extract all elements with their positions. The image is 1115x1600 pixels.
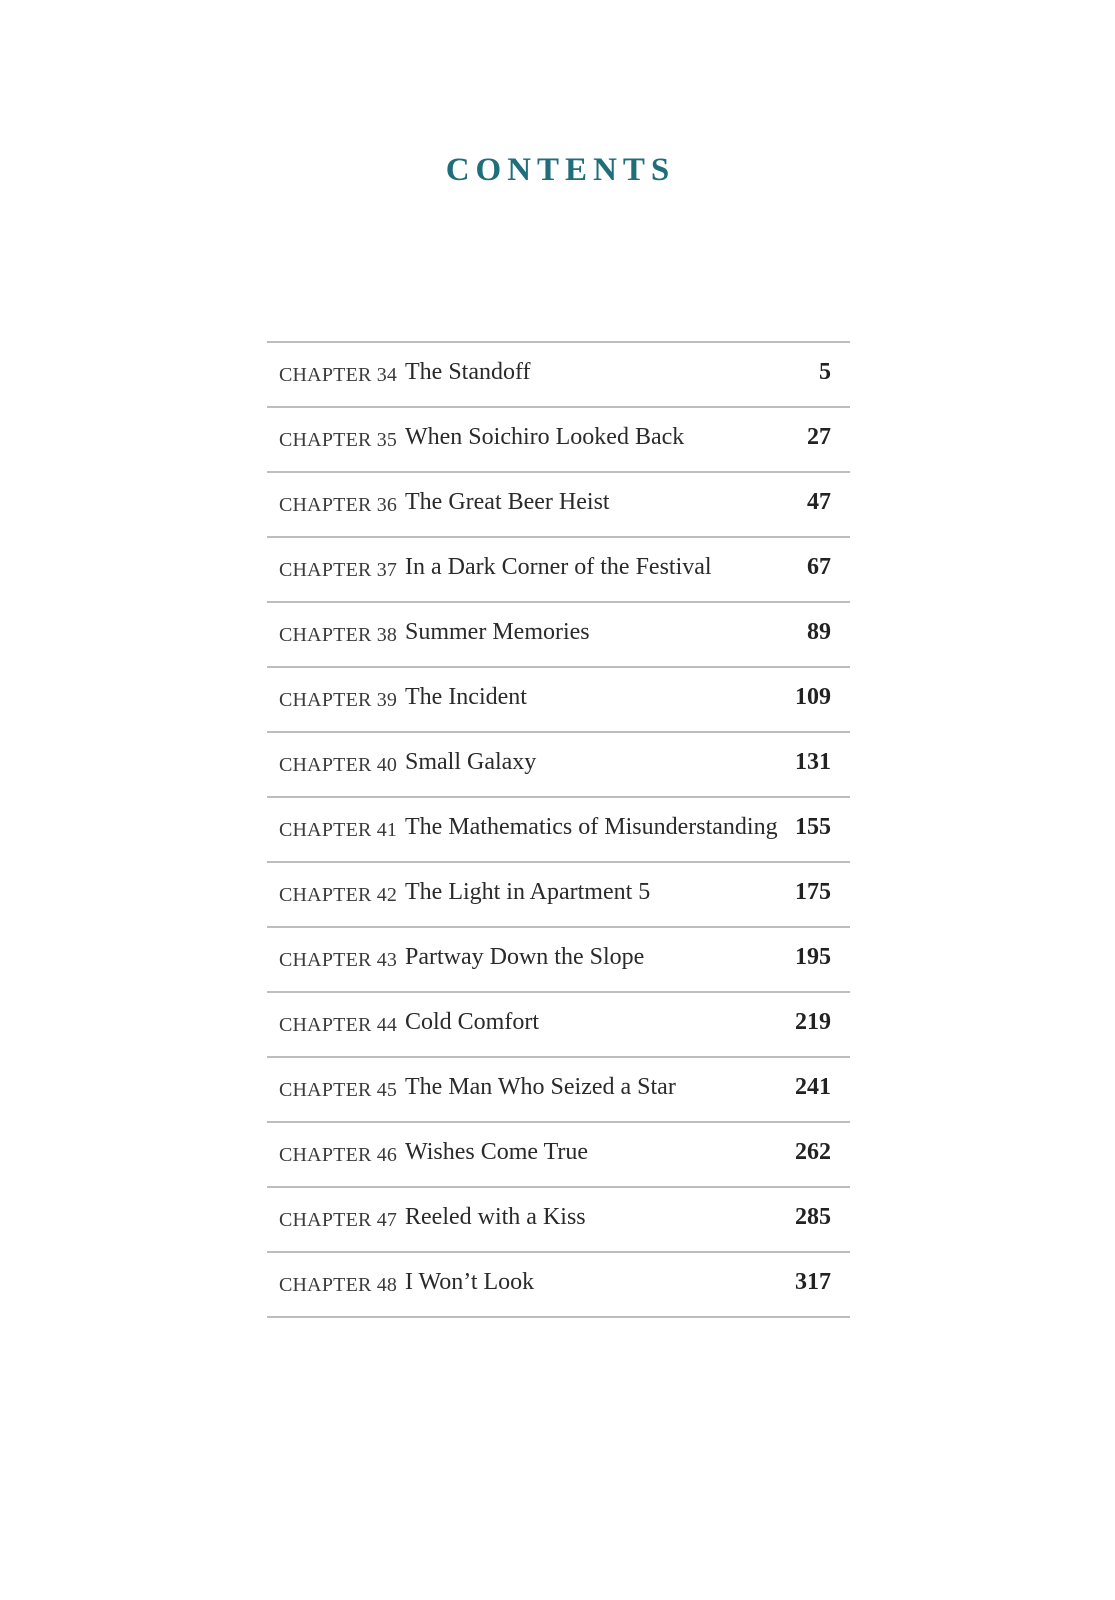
chapter-title[interactable]: Reeled with a Kiss bbox=[405, 1204, 586, 1230]
chapter-page-number: 155 bbox=[795, 814, 831, 840]
toc-row[interactable] bbox=[267, 603, 850, 668]
toc-row[interactable] bbox=[267, 863, 850, 928]
toc-row[interactable] bbox=[267, 733, 850, 798]
chapter-title[interactable]: Wishes Come True bbox=[405, 1139, 589, 1165]
chapter-page-number: 27 bbox=[807, 424, 831, 450]
chapter-title[interactable]: Small Galaxy bbox=[405, 749, 537, 775]
chapter-label: CHAPTER 45 bbox=[279, 1079, 398, 1101]
chapter-title[interactable]: The Standoff bbox=[405, 359, 531, 385]
toc-row[interactable] bbox=[267, 928, 850, 993]
chapter-label: CHAPTER 44 bbox=[279, 1014, 398, 1036]
chapter-page-number: 285 bbox=[795, 1204, 831, 1230]
chapter-title[interactable]: The Great Beer Heist bbox=[405, 489, 610, 515]
chapter-label: CHAPTER 47 bbox=[279, 1209, 398, 1231]
chapter-label: CHAPTER 34 bbox=[279, 364, 398, 386]
chapter-label: CHAPTER 42 bbox=[279, 884, 398, 906]
toc-row[interactable] bbox=[267, 1058, 850, 1123]
chapter-page-number: 109 bbox=[795, 684, 831, 710]
toc-row[interactable] bbox=[267, 343, 850, 408]
chapter-label: CHAPTER 43 bbox=[279, 949, 398, 971]
toc-row[interactable] bbox=[267, 798, 850, 863]
chapter-label: CHAPTER 46 bbox=[279, 1144, 398, 1166]
toc-row[interactable] bbox=[267, 408, 850, 473]
chapter-title[interactable]: In a Dark Corner of the Festival bbox=[405, 554, 712, 580]
chapter-title[interactable]: The Light in Apartment 5 bbox=[405, 879, 651, 905]
chapter-label: CHAPTER 38 bbox=[279, 624, 398, 646]
table-of-contents bbox=[267, 341, 850, 1318]
chapter-page-number: 5 bbox=[819, 359, 831, 385]
chapter-page-number: 219 bbox=[795, 1009, 831, 1035]
toc-row[interactable] bbox=[267, 538, 850, 603]
chapter-label: CHAPTER 40 bbox=[279, 754, 398, 776]
chapter-page-number: 241 bbox=[795, 1074, 831, 1100]
chapter-title[interactable]: The Man Who Seized a Star bbox=[405, 1074, 676, 1100]
chapter-label: CHAPTER 36 bbox=[279, 494, 398, 516]
chapter-page-number: 131 bbox=[795, 749, 831, 775]
chapter-title[interactable]: Summer Memories bbox=[405, 619, 590, 645]
chapter-label: CHAPTER 39 bbox=[279, 689, 398, 711]
chapter-page-number: 175 bbox=[795, 879, 831, 905]
chapter-label: CHAPTER 48 bbox=[279, 1274, 398, 1296]
chapter-page-number: 89 bbox=[807, 619, 831, 645]
chapter-title[interactable]: The Mathematics of Misunderstanding bbox=[405, 814, 778, 840]
chapter-title[interactable]: I Won’t Look bbox=[405, 1269, 535, 1295]
chapter-page-number: 317 bbox=[795, 1269, 831, 1295]
toc-row[interactable] bbox=[267, 993, 850, 1058]
chapter-title[interactable]: When Soichiro Looked Back bbox=[405, 424, 685, 450]
chapter-page-number: 195 bbox=[795, 944, 831, 970]
toc-row[interactable] bbox=[267, 1123, 850, 1188]
toc-row[interactable] bbox=[267, 473, 850, 538]
chapter-page-number: 262 bbox=[795, 1139, 831, 1165]
chapter-page-number: 67 bbox=[807, 554, 831, 580]
page-title: CONTENTS bbox=[445, 152, 676, 188]
chapter-page-number: 47 bbox=[807, 489, 831, 515]
chapter-label: CHAPTER 37 bbox=[279, 559, 398, 581]
chapter-label: CHAPTER 35 bbox=[279, 429, 398, 451]
toc-row[interactable] bbox=[267, 668, 850, 733]
toc-row[interactable] bbox=[267, 1188, 850, 1253]
chapter-title[interactable]: Cold Comfort bbox=[405, 1009, 540, 1035]
chapter-label: CHAPTER 41 bbox=[279, 819, 398, 841]
chapter-title[interactable]: Partway Down the Slope bbox=[405, 944, 645, 970]
chapter-title[interactable]: The Incident bbox=[405, 684, 527, 710]
toc-row[interactable] bbox=[267, 1253, 850, 1318]
